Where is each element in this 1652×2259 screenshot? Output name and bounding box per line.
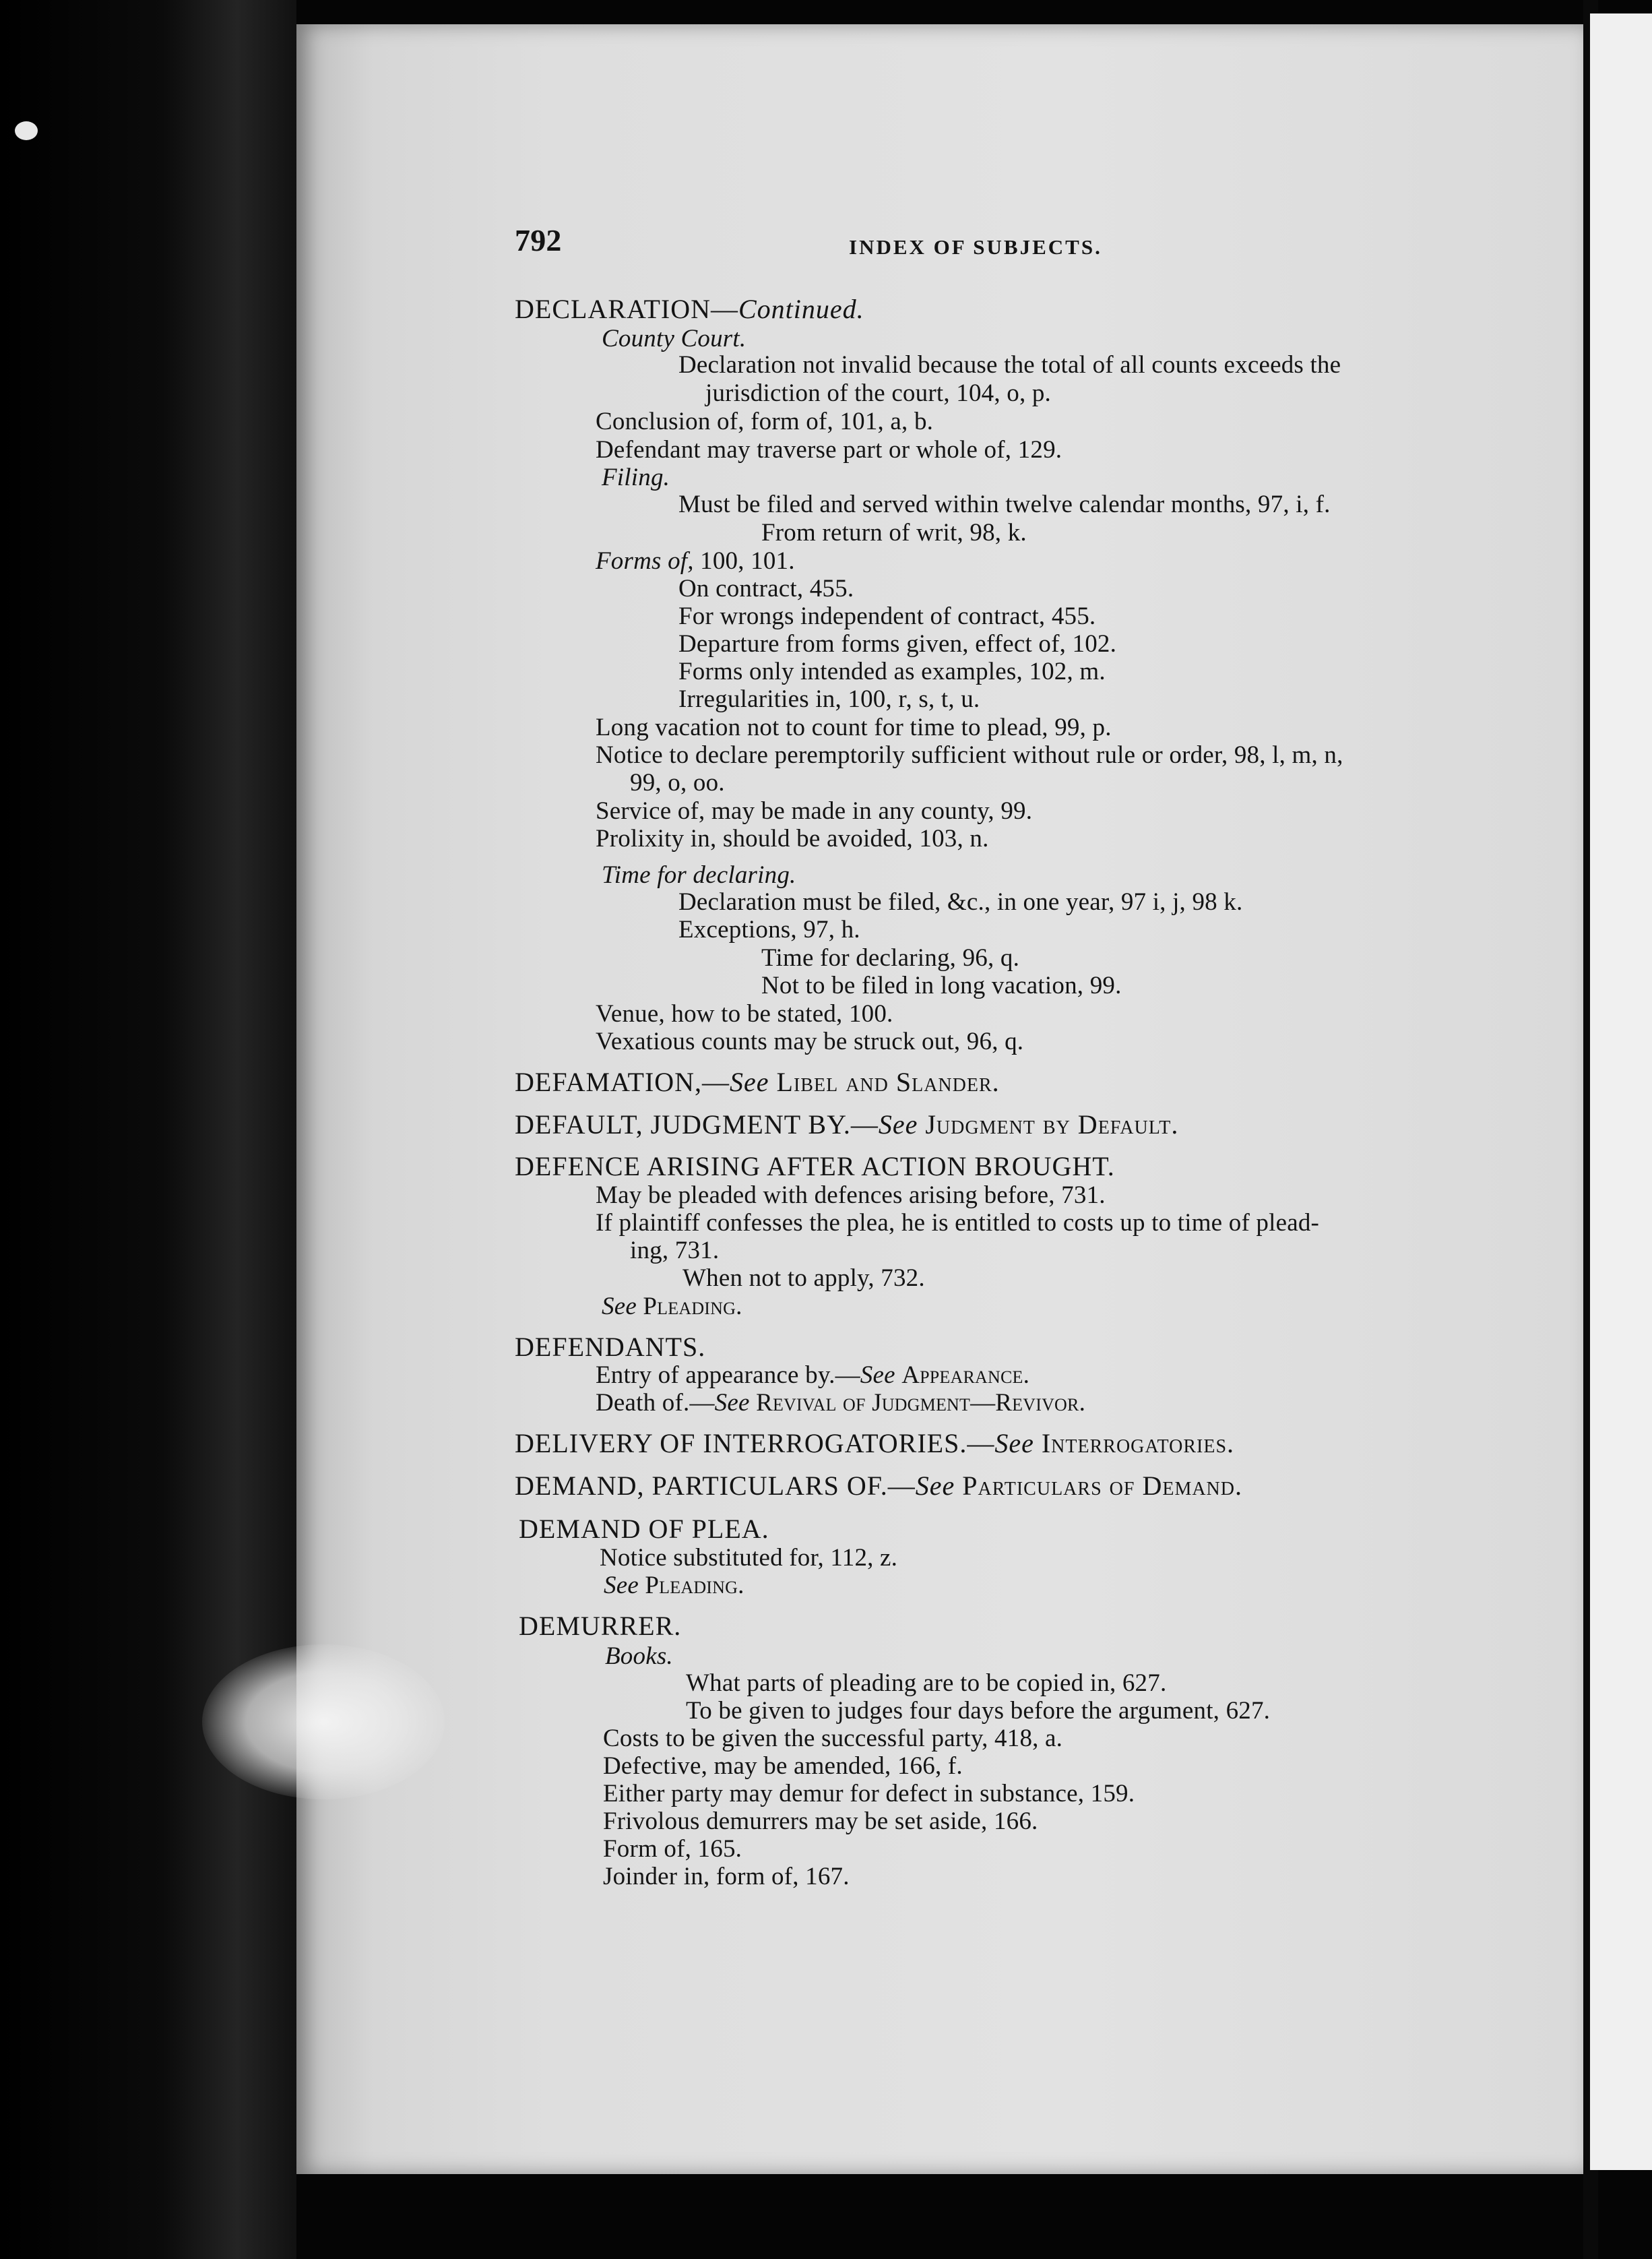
index-line: For wrongs independent of contract, 455. xyxy=(678,602,1096,630)
index-line: Prolixity in, should be avoided, 103, n. xyxy=(596,825,989,853)
index-line: What parts of pleading are to be copied in, 627. xyxy=(686,1669,1167,1697)
subentry-books: Books. xyxy=(605,1642,673,1670)
index-line: Notice to declare peremptorily sufficient without rule or order, 98, l, m, n, xyxy=(596,741,1343,769)
entry-heading-delivery-of-interrogatories: DELIVERY OF INTERROGATORIES.—See Interrogatories. xyxy=(515,1428,1235,1458)
index-line: May be pleaded with defences arising before, 731. xyxy=(596,1181,1106,1209)
entry-heading-defamation: DEFAMATION,—See Libel and Slander. xyxy=(515,1067,1000,1097)
index-line: Must be filed and served within twelve calendar months, 97, i, f. xyxy=(678,491,1331,518)
subentry-time-for-declaring: Time for declaring. xyxy=(602,861,796,889)
index-line: Service of, may be made in any county, 99. xyxy=(596,797,1033,825)
index-line: Costs to be given the successful party, 418, a. xyxy=(603,1725,1063,1752)
see-also-line: See Pleading. xyxy=(602,1293,742,1320)
entry-heading-demand-particulars: DEMAND, PARTICULARS OF.—See Particulars of Demand. xyxy=(515,1471,1242,1501)
book-spine-shadow xyxy=(0,0,296,2259)
index-line: Venue, how to be stated, 100. xyxy=(596,1000,893,1028)
entry-heading-declaration: DECLARATION—Continued. xyxy=(515,294,864,324)
index-line: Defective, may be amended, 166, f. xyxy=(603,1752,963,1780)
facing-page-edge xyxy=(1590,13,1652,2170)
paper-stain xyxy=(202,1644,445,1799)
index-line: Irregularities in, 100, r, s, t, u. xyxy=(678,685,980,713)
index-line: To be given to judges four days before the argument, 627. xyxy=(686,1697,1271,1725)
index-line: Departure from forms given, effect of, 102. xyxy=(678,630,1117,658)
subentry-forms: Forms of, 100, 101. xyxy=(596,547,795,575)
index-line: Vexatious counts may be struck out, 96, q. xyxy=(596,1028,1024,1055)
index-line: Declaration not invalid because the total of all counts exceeds the xyxy=(678,351,1341,379)
index-line: Time for declaring, 96, q. xyxy=(761,944,1020,972)
index-line: When not to apply, 732. xyxy=(682,1264,925,1292)
index-line: Frivolous demurrers may be set aside, 166. xyxy=(603,1807,1038,1835)
running-title: INDEX OF SUBJECTS. xyxy=(849,235,1102,259)
index-line: Death of.—See Revival of Judgment—Revivor. xyxy=(596,1389,1086,1417)
index-line: Conclusion of, form of, 101, a, b. xyxy=(596,408,934,435)
see-also-line: See Pleading. xyxy=(604,1572,744,1599)
index-line: Defendant may traverse part or whole of, 129. xyxy=(596,436,1062,464)
index-line: jurisdiction of the court, 104, o, p. xyxy=(705,379,1051,407)
index-line: Long vacation not to count for time to plead, 99, p. xyxy=(596,714,1112,741)
index-line: Not to be filed in long vacation, 99. xyxy=(761,972,1122,999)
subentry-county-court: County Court. xyxy=(602,325,746,352)
index-line: ing, 731. xyxy=(630,1237,720,1264)
entry-heading-default: DEFAULT, JUDGMENT BY.—See Judgment by Default. xyxy=(515,1109,1179,1140)
index-line: Either party may demur for defect in substance, 159. xyxy=(603,1780,1135,1807)
index-line: From return of writ, 98, k. xyxy=(761,519,1027,547)
index-line: Notice substituted for, 112, z. xyxy=(600,1544,898,1572)
index-line: Entry of appearance by.—See Appearance. xyxy=(596,1361,1030,1389)
entry-heading-defendants: DEFENDANTS. xyxy=(515,1332,706,1362)
entry-heading-defence: DEFENCE ARISING AFTER ACTION BROUGHT. xyxy=(515,1151,1115,1181)
page-number: 792 xyxy=(515,223,562,257)
index-line: Joinder in, form of, 167. xyxy=(603,1863,850,1890)
scan-speck xyxy=(15,121,38,140)
index-line: If plaintiff confesses the plea, he is entitled to costs up to time of plead- xyxy=(596,1209,1320,1237)
book-page xyxy=(296,24,1583,2174)
index-line: 99, o, oo. xyxy=(630,769,725,797)
index-line: Declaration must be filed, &c., in one year, 97 i, j, 98 k. xyxy=(678,888,1243,916)
subentry-filing: Filing. xyxy=(602,464,670,491)
entry-heading-demand-of-plea: DEMAND OF PLEA. xyxy=(519,1514,769,1544)
index-line: Forms only intended as examples, 102, m. xyxy=(678,658,1106,685)
index-line: On contract, 455. xyxy=(678,575,854,602)
entry-heading-demurrer: DEMURRER. xyxy=(519,1611,682,1641)
index-line: Form of, 165. xyxy=(603,1835,742,1863)
index-line: Exceptions, 97, h. xyxy=(678,916,860,943)
